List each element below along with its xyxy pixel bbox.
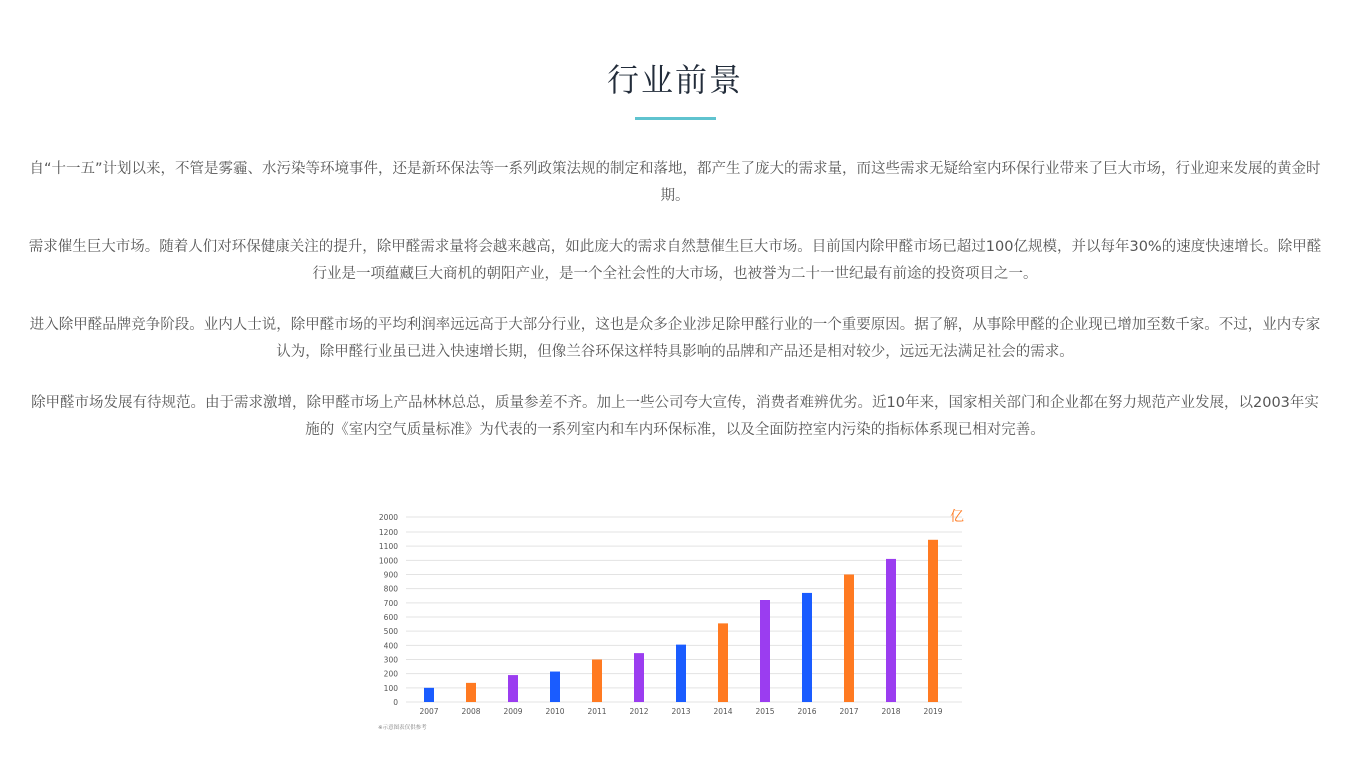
paragraph-regulation: 除甲醛市场发展有待规范。由于需求激增，除甲醛市场上产品林林总总，质量参差不齐。加上一些公司夸大宣传，消费者难辨优劣。近10年来，国家相关部门和企业都在努力规范产业发展，以2003年实施的《室内空气质量标准》为代表的一系列室内和车内环保标准，以及全面防控室内污染的指标体系现已相对完善。 xyxy=(31,395,1319,438)
unit-label: 亿 xyxy=(950,509,964,525)
market-size-chart xyxy=(370,500,970,738)
x-tick-label: 2011 xyxy=(587,707,607,716)
y-tick-label: 400 xyxy=(383,641,398,651)
x-tick-label: 2016 xyxy=(797,707,817,716)
y-tick-label: 2000 xyxy=(378,513,398,522)
bar-chart-svg xyxy=(370,500,970,738)
y-tick-label: 200 xyxy=(383,669,398,679)
paragraph-competition: 进入除甲醛品牌竞争阶段。业内人士说，除甲醛市场的平均利润率远远高于大部分行业，这也是众多企业涉足除甲醛行业的一个重要原因。据了解，从事除甲醛的企业现已增加至数千家。不过，业内专家认为，除甲醛行业虽已进入快速增长期，但像兰谷环保这样特具影响的品牌和产品还是相对较少，远远无法满足社会的需求。 xyxy=(29,317,1321,360)
y-tick-label: 0 xyxy=(393,698,398,707)
y-tick-label: 1000 xyxy=(378,556,398,566)
y-tick-label: 800 xyxy=(383,584,398,594)
x-tick-label: 2007 xyxy=(419,707,439,716)
title-underline xyxy=(635,117,716,120)
bar-2014 xyxy=(718,623,728,702)
x-tick-label: 2017 xyxy=(839,707,859,716)
bar-2009 xyxy=(508,675,518,702)
paragraph-policy: 自“十一五”计划以来，不管是雾霾、水污染等环境事件，还是新环保法等一系列政策法规的制定和落地，都产生了庞大的需求量，而这些需求无疑给室内环保行业带来了巨大市场，行业迎来发展的黄金时期。 xyxy=(29,161,1321,204)
y-tick-label: 700 xyxy=(383,598,398,608)
paragraph-demand: 需求催生巨大市场。随着人们对环保健康关注的提升，除甲醛需求量将会越来越高，如此庞大的需求自然慧催生巨大市场。目前国内除甲醛市场已超过100亿规模，并以每年30%的速度快速增长。除甲醛行业是一项蕴藏巨大商机的朝阳产业，是一个全社会性的大市场，也被誉为二十一世纪最有前途的投资项目之一。 xyxy=(28,239,1322,282)
bar-2008 xyxy=(466,683,476,702)
x-tick-label: 2015 xyxy=(755,707,775,716)
x-tick-label: 2009 xyxy=(503,707,523,716)
x-tick-label: 2018 xyxy=(881,707,901,716)
y-tick-label: 300 xyxy=(383,655,398,665)
x-tick-label: 2019 xyxy=(923,707,943,716)
y-tick-label: 1100 xyxy=(378,542,398,552)
bar-2017 xyxy=(844,575,854,703)
x-tick-label: 2012 xyxy=(629,707,649,716)
bar-2015 xyxy=(760,600,770,702)
bar-2018 xyxy=(886,559,896,702)
bar-2016 xyxy=(802,593,812,702)
y-tick-label: 900 xyxy=(383,570,398,580)
x-tick-label: 2014 xyxy=(713,707,733,716)
page-title: 行业前景 xyxy=(606,61,743,99)
bar-2019 xyxy=(928,540,938,702)
x-tick-label: 2008 xyxy=(461,707,481,716)
bar-2007 xyxy=(424,688,434,702)
bar-2013 xyxy=(676,645,686,702)
y-tick-label: 600 xyxy=(383,613,398,622)
bar-2011 xyxy=(592,660,602,703)
bar-2012 xyxy=(634,653,644,702)
y-tick-label: 100 xyxy=(383,683,398,693)
chart-footnote: ※示意图表仅供参考 xyxy=(378,725,427,731)
y-tick-label: 1200 xyxy=(378,528,398,537)
x-tick-label: 2013 xyxy=(671,707,691,716)
y-tick-label: 500 xyxy=(383,627,398,637)
bar-2010 xyxy=(550,672,560,702)
x-tick-label: 2010 xyxy=(545,707,565,716)
